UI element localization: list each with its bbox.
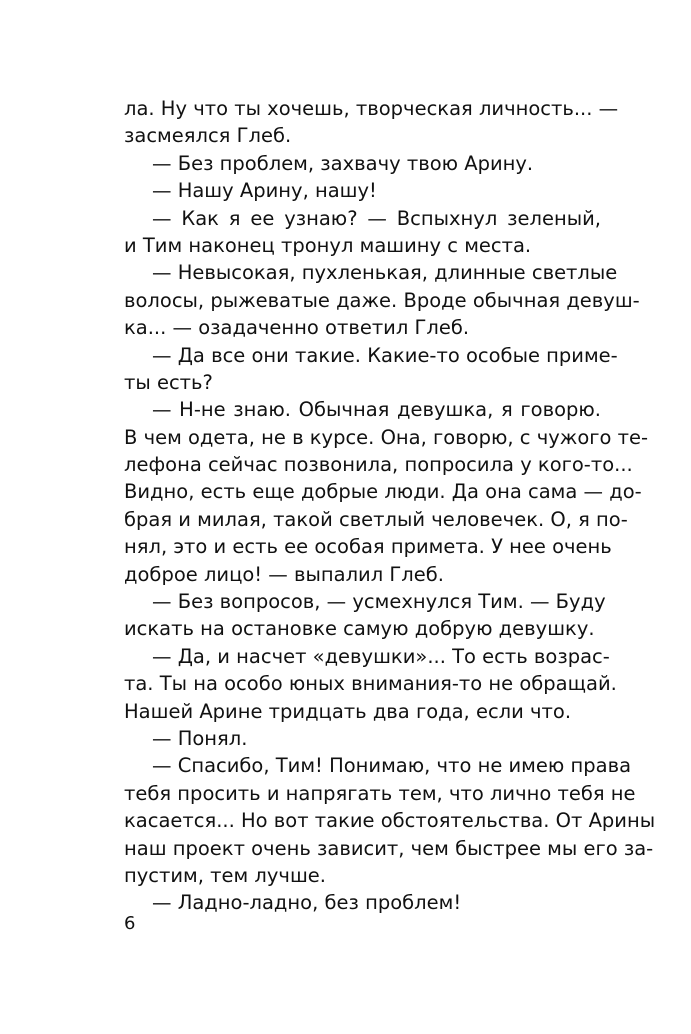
page-number: 6 xyxy=(124,913,136,934)
text-line: волосы, рыжеватые даже. Вроде обычная девуш- xyxy=(124,288,640,312)
text-line: — Как я ее узнаю? — Вспыхнул зеленый, xyxy=(152,206,601,230)
text-line: искать на остановке самую добрую девушку. xyxy=(124,617,595,641)
text-line: пустим, тем лучше. xyxy=(124,863,326,887)
text-line: — Без проблем, захвачу твою Арину. xyxy=(152,151,534,175)
text-line: тебя просить и напрягать тем, что лично тебя не xyxy=(124,781,636,805)
text-line: ка... — озадаченно ответил Глеб. xyxy=(124,316,470,340)
text-line: — Невысокая, пухленькая, длинные светлые xyxy=(152,261,618,285)
text-line: нял, это и есть ее особая примета. У нее очень xyxy=(124,535,612,559)
text-line: ты есть? xyxy=(124,370,213,394)
text-line: лефона сейчас позвонила, попросила у кого-то... xyxy=(124,453,633,477)
text-line: — Да, и насчет «девушки»... То есть возрас- xyxy=(152,644,610,668)
text-line: брая и милая, такой светлый человечек. О, я по- xyxy=(124,507,628,531)
text-line: — Н-не знаю. Обычная девушка, я говорю. xyxy=(152,398,601,422)
text-line: — Нашу Арину, нашу! xyxy=(152,179,377,203)
text-line: — Ладно-ладно, без проблем! xyxy=(152,891,462,915)
text-line: — Да все они такие. Какие-то особые приме- xyxy=(152,343,618,367)
text-line: В чем одета, не в курсе. Она, говорю, с чужого те- xyxy=(124,425,649,449)
text-line: Нашей Арине тридцать два года, если что. xyxy=(124,699,572,723)
text-line: засмеялся Глеб. xyxy=(124,124,292,148)
text-line: касается... Но вот такие обстоятельства. От Арины xyxy=(124,809,656,833)
page-text xyxy=(124,95,656,917)
text-line: ла. Ну что ты хочешь, творческая личность... — xyxy=(124,97,619,120)
text-line: — Понял. xyxy=(152,726,248,750)
text-line: доброе лицо! — выпалил Глеб. xyxy=(124,562,444,586)
text-line: и Тим наконец тронул машину с места. xyxy=(124,233,532,257)
text-line: Видно, есть еще добрые люди. Да она сама — до- xyxy=(124,480,642,504)
text-line: наш проект очень зависит, чем быстрее мы его за- xyxy=(124,836,654,860)
text-line: — Без вопросов, — усмехнулся Тим. — Буду xyxy=(152,590,606,614)
text-line: та. Ты на особо юных внимания-то не обращай. xyxy=(124,672,617,696)
text-line: — Спасибо, Тим! Понимаю, что не имею права xyxy=(152,754,632,778)
